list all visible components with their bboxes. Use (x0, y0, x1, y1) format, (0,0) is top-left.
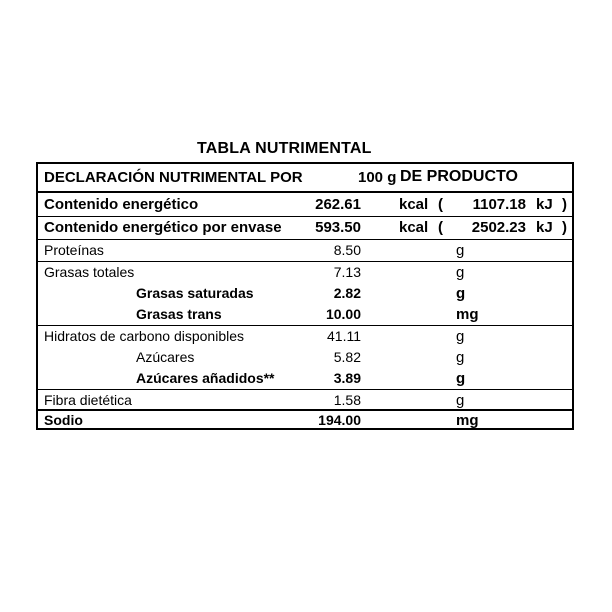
header-amount: 100 g (358, 169, 397, 186)
nutrient-label: Fibra dietética (44, 392, 132, 408)
nutrient-unit: g (456, 392, 465, 409)
nutrient-unit: g (456, 264, 465, 281)
energy-kcal: 593.50 (315, 219, 361, 236)
energy-close-paren: ) (562, 219, 567, 236)
nutrient-unit: g (456, 370, 466, 387)
nutrient-row (38, 347, 572, 368)
nutrient-row (38, 262, 572, 283)
energy-kcal: 262.61 (315, 196, 361, 213)
divider (38, 191, 572, 193)
nutrient-value: 1.58 (333, 392, 361, 408)
nutrient-label: Sodio (44, 412, 83, 428)
energy-label: Contenido energético por envase (44, 219, 282, 236)
nutrient-unit: mg (456, 306, 479, 323)
nutrient-unit: g (456, 285, 466, 302)
energy-kcal-unit: kcal (399, 196, 429, 213)
nutrient-value: 41.11 (327, 328, 361, 344)
nutrient-label: Grasas trans (136, 306, 222, 322)
header-label: DECLARACIÓN NUTRIMENTAL POR (44, 169, 303, 186)
nutrient-value: 2.82 (333, 285, 361, 301)
nutrition-table (36, 162, 574, 430)
nutrient-unit: g (456, 328, 465, 345)
nutrient-unit: g (456, 242, 465, 259)
nutrient-label: Hidratos de carbono disponibles (44, 328, 245, 344)
header-suffix: DE PRODUCTO (400, 168, 518, 185)
energy-label: Contenido energético (44, 196, 199, 213)
nutrient-value: 3.89 (333, 370, 361, 386)
energy-open-paren: ( (438, 196, 443, 213)
nutrient-row (38, 368, 572, 389)
nutrient-label: Grasas totales (44, 264, 135, 280)
nutrient-label: Grasas saturadas (136, 285, 254, 301)
nutrient-value: 8.50 (333, 242, 361, 258)
nutrient-value: 5.82 (333, 349, 361, 365)
energy-open-paren: ( (438, 219, 443, 236)
energy-kj: 1107.18 (472, 196, 526, 213)
nutrient-value: 194.00 (318, 412, 361, 428)
nutrient-label: Azúcares añadidos** (136, 370, 275, 386)
nutrient-row (38, 326, 572, 347)
energy-kcal-unit: kcal (399, 219, 429, 236)
energy-kj-unit: kJ (536, 219, 553, 236)
energy-kj-unit: kJ (536, 196, 553, 213)
nutrient-row (38, 390, 572, 410)
nutrient-label: Azúcares (136, 349, 195, 365)
header-row (38, 166, 572, 190)
nutrient-row (38, 411, 572, 430)
nutrient-label: Proteínas (44, 242, 104, 258)
energy-kj: 2502.23 (471, 219, 526, 236)
nutrient-row (38, 283, 572, 304)
nutrient-row (38, 304, 572, 325)
nutrient-unit: mg (456, 412, 479, 429)
nutrient-unit: g (456, 349, 465, 366)
nutrient-value: 10.00 (325, 306, 361, 322)
nutrient-value: 7.13 (333, 264, 361, 280)
table-title: TABLA NUTRIMENTAL (197, 140, 372, 157)
energy-row (38, 217, 572, 239)
energy-close-paren: ) (562, 196, 567, 213)
energy-row (38, 194, 572, 216)
nutrient-row (38, 240, 572, 261)
